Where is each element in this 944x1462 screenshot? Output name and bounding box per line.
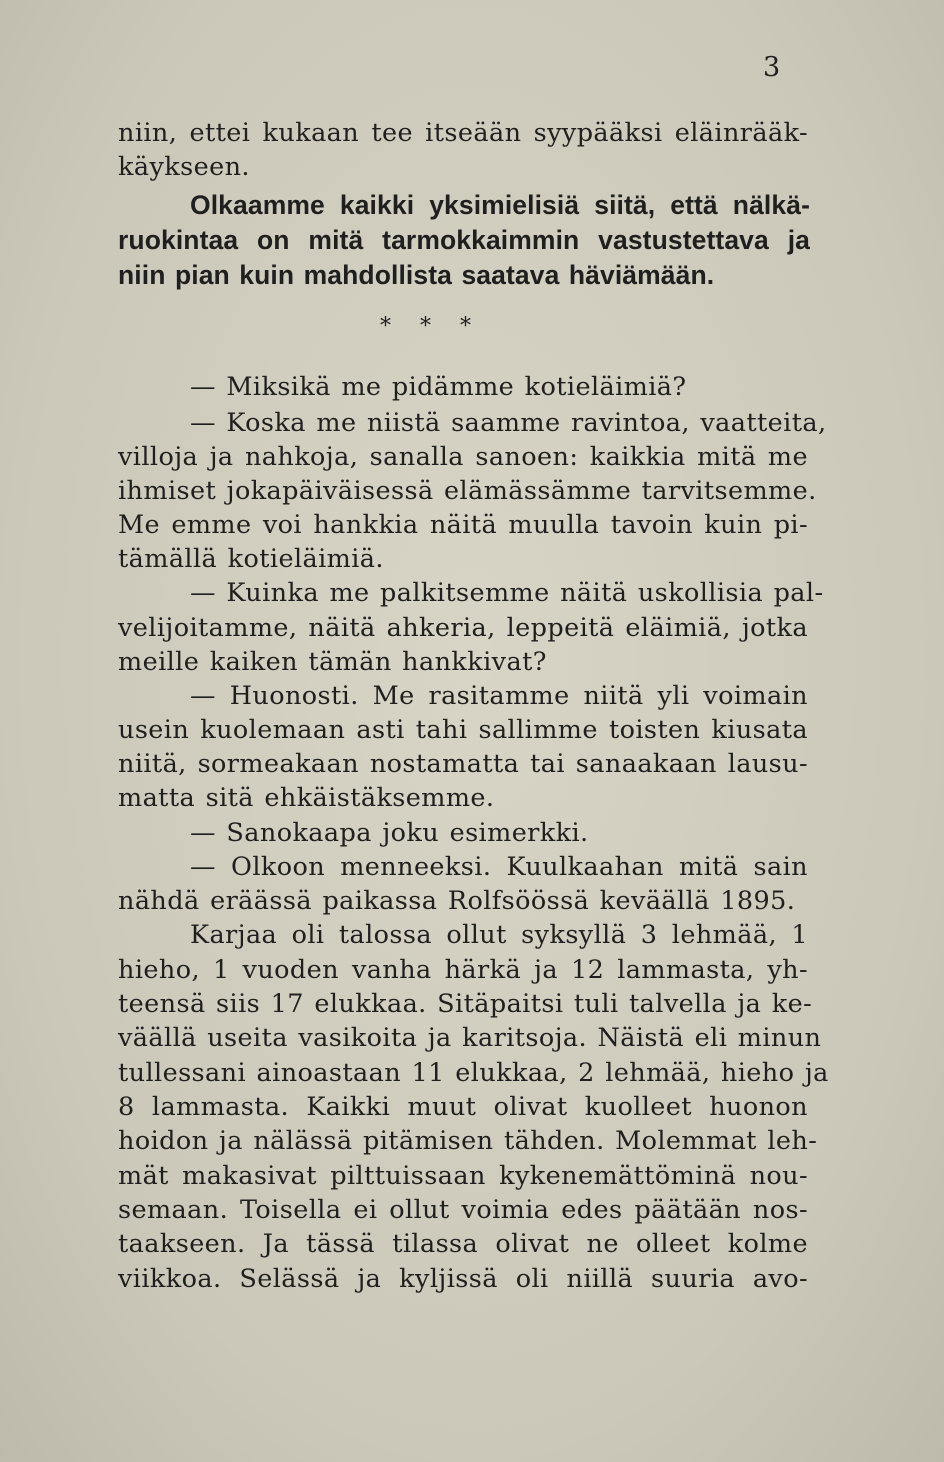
text-line: velijoitamme, näitä ahkeria, leppeitä eläimiä, jotka <box>118 613 808 643</box>
text-line: — Koska me niistä saamme ravintoa, vaatteita, <box>190 408 827 438</box>
text-line: 8 lammasta. Kaikki muut olivat kuolleet huonon <box>118 1092 808 1122</box>
page-number: 3 <box>763 52 781 83</box>
text-line: usein kuolemaan asti tahi sallimme toisten kiusata <box>118 715 808 745</box>
text-line: niin, ettei kukaan tee itseään syypääksi eläinrääk- <box>118 118 808 148</box>
bold-text-line: Olkaamme kaikki yksimielisiä siitä, että nälkä- <box>190 190 810 220</box>
text-line: hoidon ja nälässä pitämisen tähden. Molemmat leh- <box>118 1126 818 1156</box>
text-line: Karjaa oli talossa ollut syksyllä 3 lehmää, 1 <box>190 920 808 950</box>
bold-text-line: niin pian kuin mahdollista saatava häviämään. <box>118 260 715 290</box>
text-line: mät makasivat pilttuissaan kykenemättöminä nou- <box>118 1161 808 1191</box>
text-line: — Olkoon menneeksi. Kuulkaahan mitä sain <box>190 852 808 882</box>
text-line: semaan. Toisella ei ollut voimia edes päätään nos- <box>118 1195 808 1225</box>
text-line: viikkoa. Selässä ja kyljissä oli niillä suuria avo- <box>118 1264 808 1294</box>
text-line: käykseen. <box>118 152 250 182</box>
text-line: taakseen. Ja tässä tilassa olivat ne olleet kolme <box>118 1229 808 1259</box>
text-line: tämällä kotieläimiä. <box>118 544 384 574</box>
text-line: hieho, 1 vuoden vanha härkä ja 12 lammasta, yh- <box>118 955 808 985</box>
text-line: väällä useita vasikoita ja karitsoja. Näistä eli minun <box>118 1023 822 1053</box>
text-line: — Huonosti. Me rasitamme niitä yli voimain <box>190 681 808 711</box>
text-line: niitä, sormeakaan nostamatta tai sanaakaan lausu- <box>118 749 808 779</box>
text-line: meille kaiken tämän hankkivat? <box>118 647 547 677</box>
text-line: nähdä eräässä paikassa Rolfsöössä keväällä 1895. <box>118 886 796 916</box>
text-line: villoja ja nahkoja, sanalla sanoen: kaikkia mitä me <box>118 442 808 472</box>
text-line: Me emme voi hankkia näitä muulla tavoin kuin pi- <box>118 510 808 540</box>
text-line: — Kuinka me palkitsemme näitä uskollisia pal- <box>190 578 824 608</box>
text-line: tullessani ainoastaan 11 elukkaa, 2 lehmää, hieho ja <box>118 1058 829 1088</box>
bold-text-line: ruokintaa on mitä tarmokkaimmin vastustettava ja <box>118 225 810 255</box>
text-line: teensä siis 17 elukkaa. Sitäpaitsi tuli talvella ja ke- <box>118 989 813 1019</box>
text-line: ihmiset jokapäiväisessä elämässämme tarvitsemme. <box>118 476 817 506</box>
section-separator: * * * <box>380 314 471 339</box>
text-line: matta sitä ehkäistäksemme. <box>118 783 495 813</box>
text-line: — Miksikä me pidämme kotieläimiä? <box>190 372 687 402</box>
text-line: — Sanokaapa joku esimerkki. <box>190 818 589 848</box>
